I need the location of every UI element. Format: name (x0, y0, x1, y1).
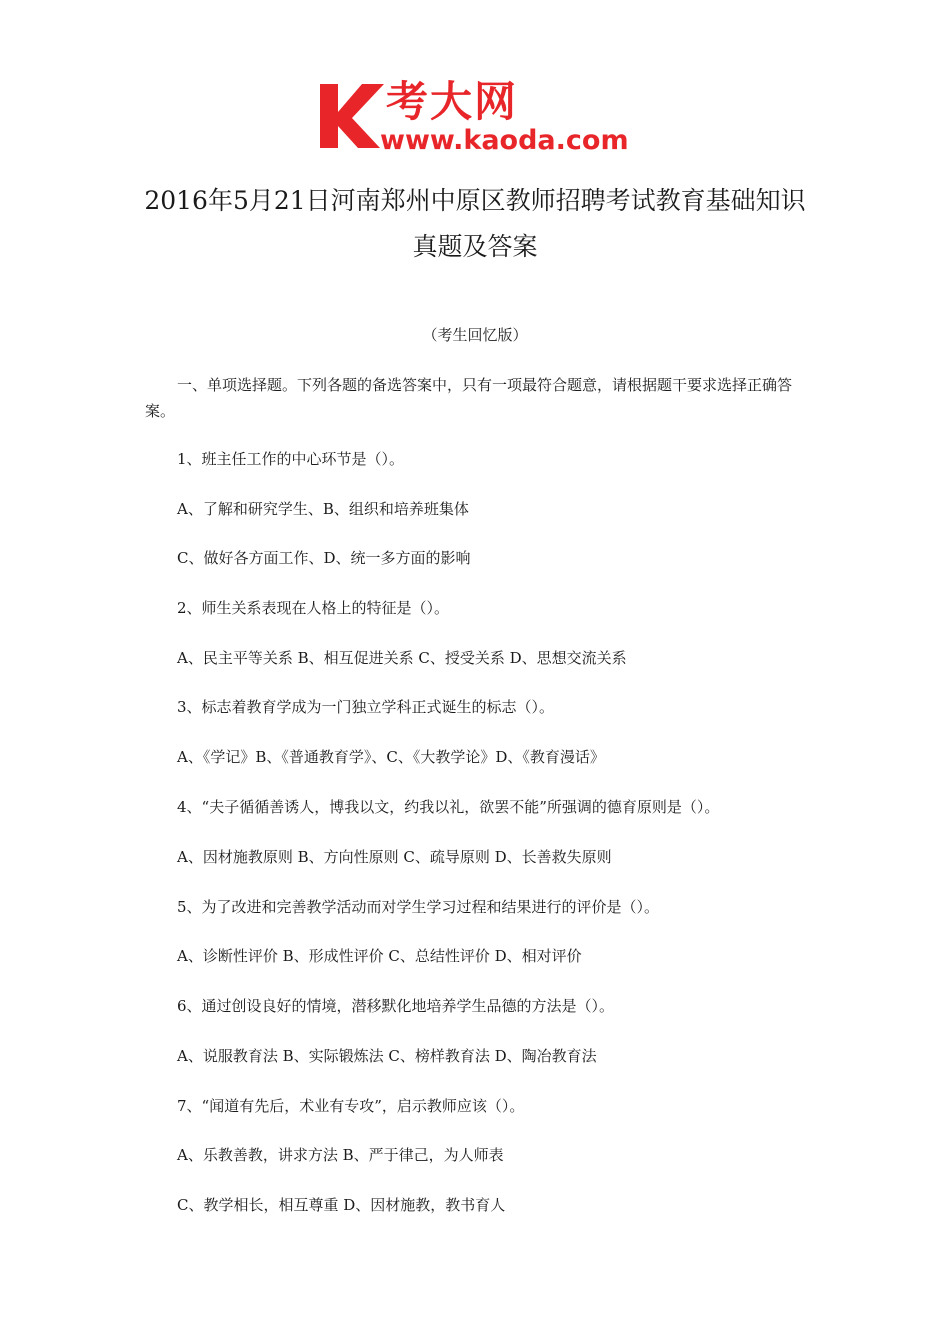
logo-url: www.kaoda.com (380, 125, 629, 156)
question-6: 6、通过创设良好的情境，潜移默化地培养学生品德的方法是（）。 (177, 997, 615, 1015)
section-intro: 一、单项选择题。下列各题的备选答案中，只有一项最符合题意，请根据题干要求选择正确答案。 (145, 376, 793, 420)
question-3: 3、标志着教育学成为一门独立学科正式诞生的标志（）。 (177, 698, 555, 716)
question-6-options: A、说服教育法 B、实际锻炼法 C、榜样教育法 D、陶冶教育法 (177, 1047, 597, 1065)
document-title: 2016年5月21日河南郑州中原区教师招聘考试教育基础知识真题及答案 (144, 186, 806, 261)
question-7-options-cd: C、教学相长，相互尊重 D、因材施教，教书育人 (177, 1196, 506, 1214)
question-1-options-cd: C、做好各方面工作、D、统一多方面的影响 (177, 549, 471, 567)
kaoda-logo (318, 78, 638, 158)
question-2: 2、师生关系表现在人格上的特征是（）。 (177, 599, 450, 617)
question-4-options: A、因材施教原则 B、方向性原则 C、疏导原则 D、长善救失原则 (177, 848, 612, 866)
question-1-options-ab: A、了解和研究学生、B、组织和培养班集体 (177, 500, 469, 518)
question-7-options-ab: A、乐教善教，讲求方法 B、严于律己，为人师表 (177, 1146, 504, 1164)
k-logo-icon (318, 78, 388, 158)
document-subtitle: （考生回忆版） (422, 326, 528, 344)
question-1: 1、班主任工作的中心环节是（）。 (177, 450, 405, 468)
question-4: 4、“夫子循循善诱人，博我以文，约我以礼，欲罢不能”所强调的德育原则是（）。 (177, 798, 720, 816)
question-5-options: A、诊断性评价 B、形成性评价 C、总结性评价 D、相对评价 (177, 947, 582, 965)
logo-brand-name: 考大网 (386, 77, 519, 126)
question-5: 5、为了改进和完善教学活动而对学生学习过程和结果进行的评价是（）。 (177, 898, 660, 916)
question-7: 7、“闻道有先后，术业有专攻”，启示教师应该（）。 (177, 1097, 525, 1115)
question-3-options: A、《学记》B、《普通教育学》、C、《大教学论》D、《教育漫话》 (177, 748, 605, 766)
question-2-options: A、民主平等关系 B、相互促进关系 C、授受关系 D、思想交流关系 (177, 649, 627, 667)
